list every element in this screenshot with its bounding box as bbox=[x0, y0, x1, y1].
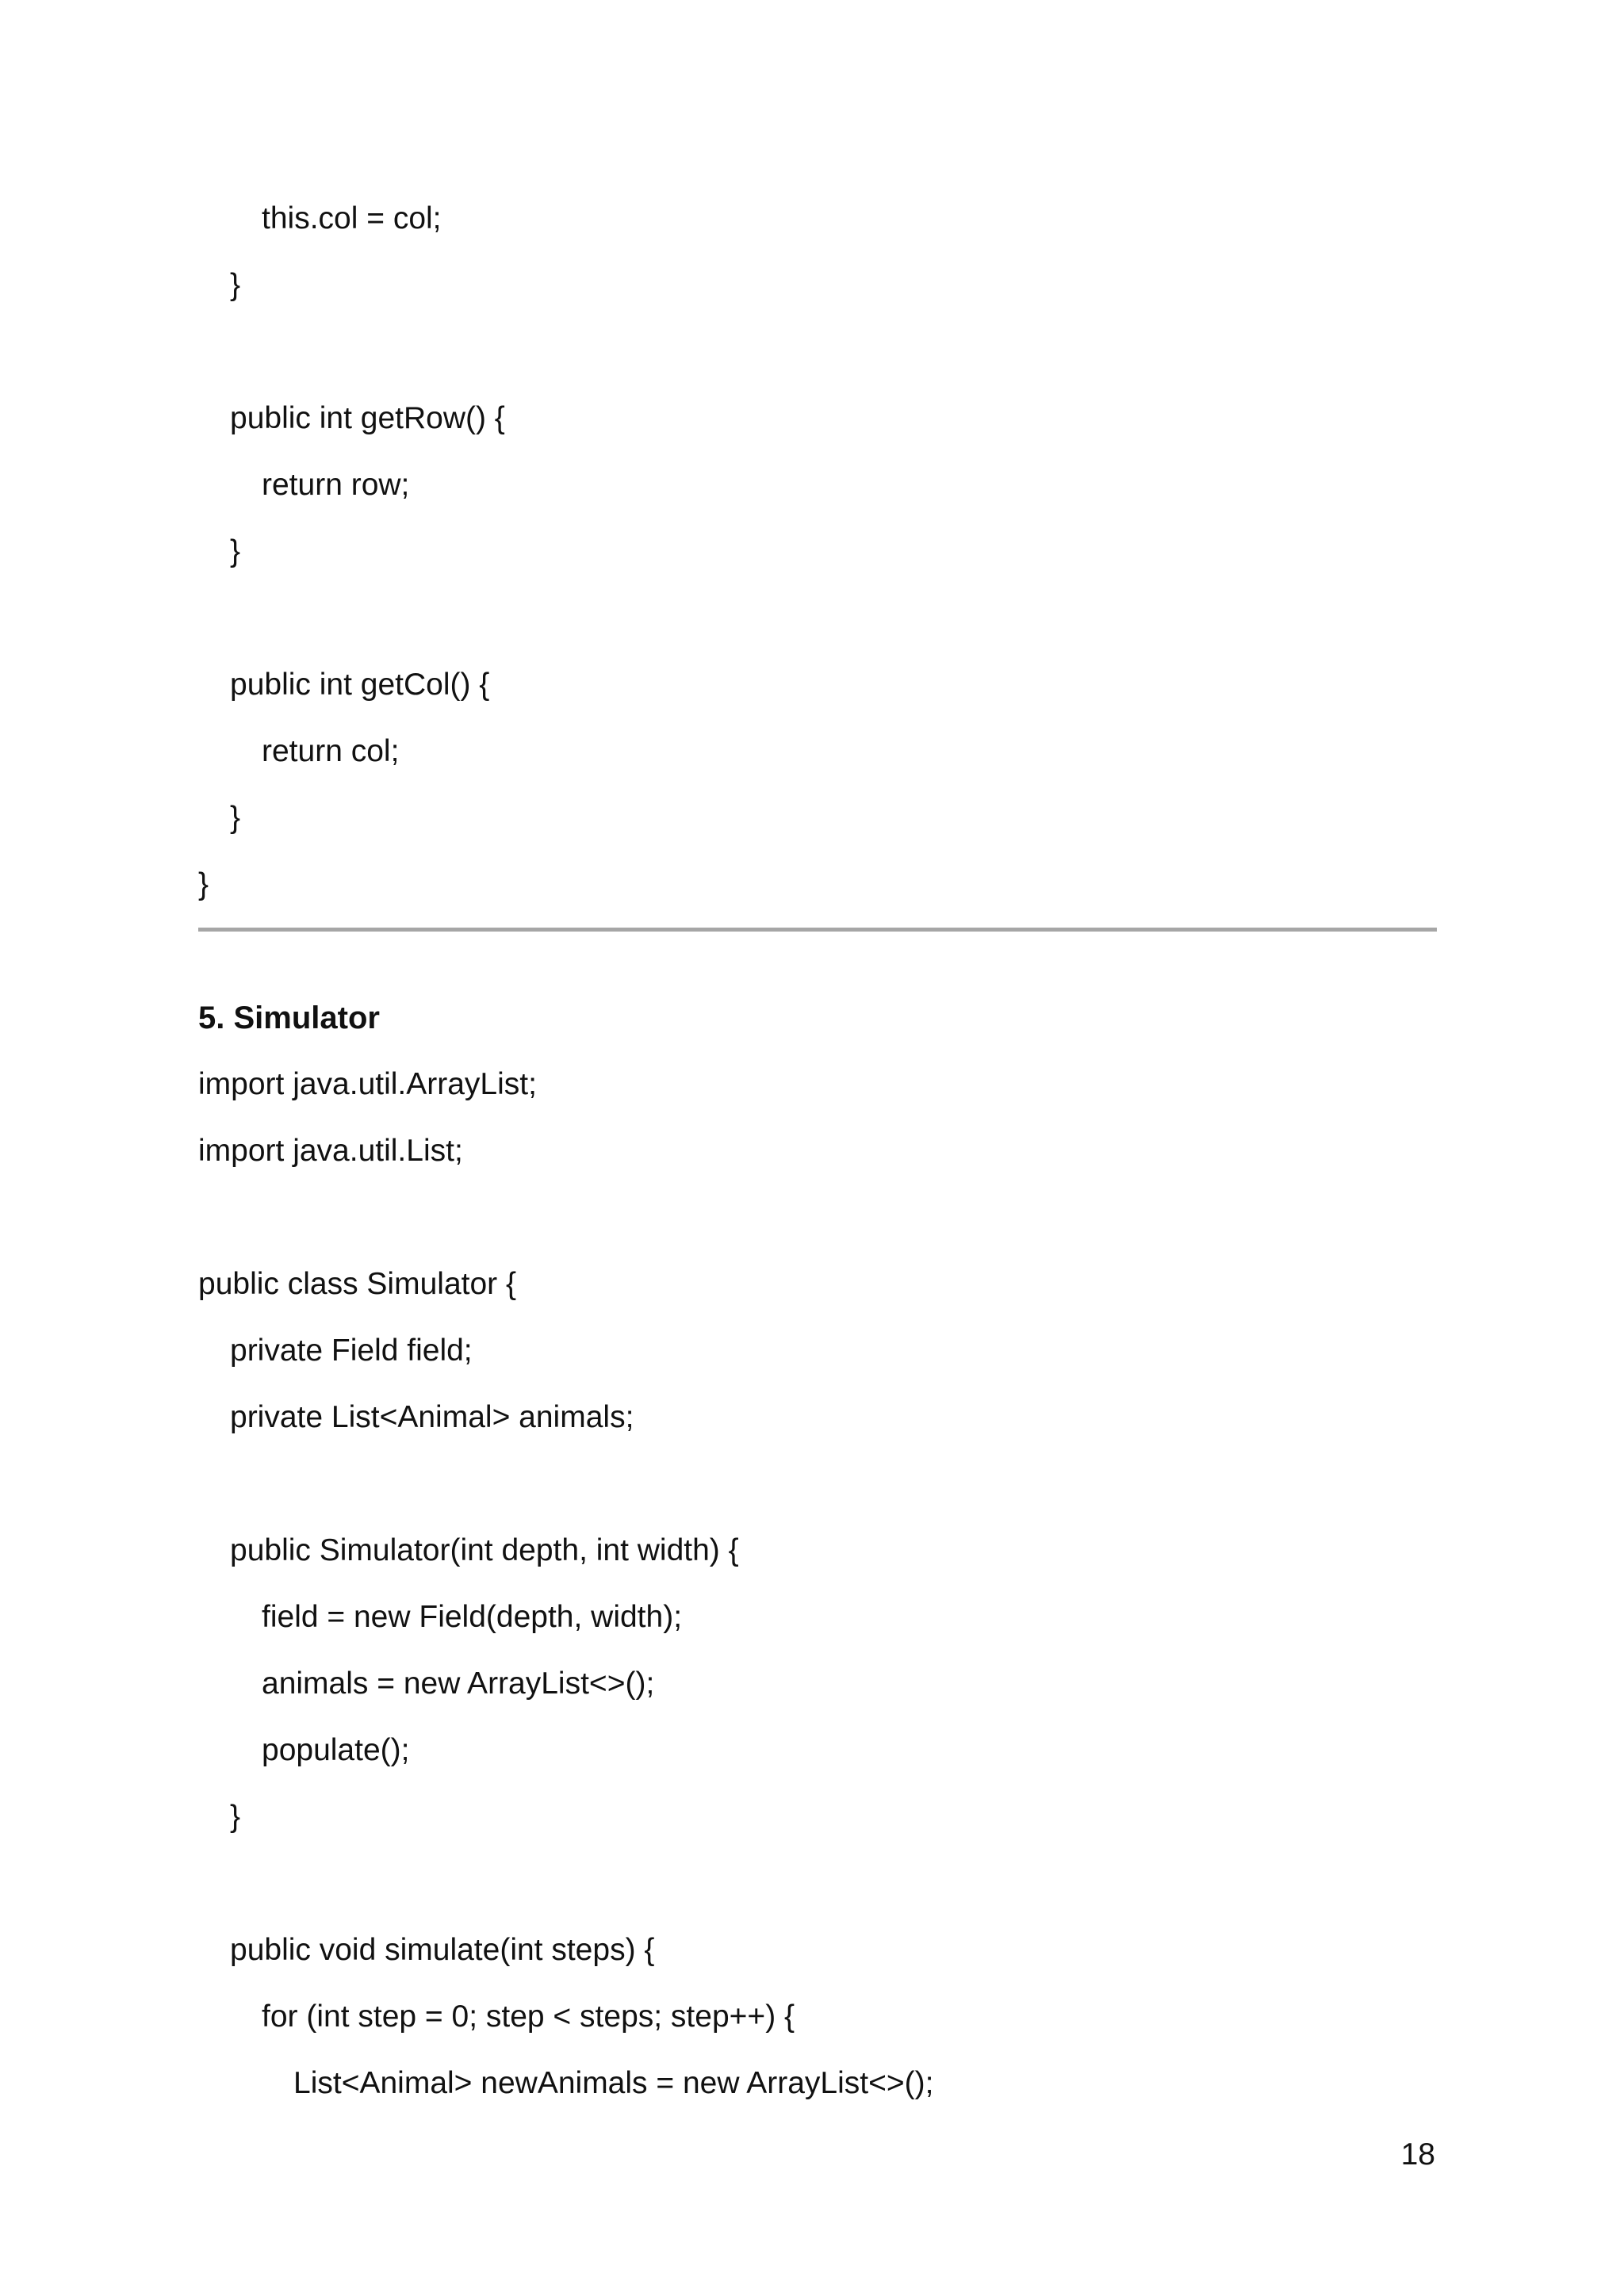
code-line bbox=[198, 585, 1435, 652]
code-line: field = new Field(depth, width); bbox=[262, 1600, 683, 1634]
code-line: public int getRow() { bbox=[230, 401, 505, 435]
code-line: populate(); bbox=[262, 1733, 410, 1767]
code-block-position-class-end bbox=[198, 186, 1435, 918]
code-line: import java.util.ArrayList; bbox=[198, 1067, 537, 1101]
code-line: for (int step = 0; step < steps; step++) { bbox=[262, 1999, 795, 2034]
code-line bbox=[198, 319, 1435, 385]
code-line: public Simulator(int depth, int width) { bbox=[230, 1533, 739, 1567]
code-line: } bbox=[230, 534, 241, 568]
code-line: public void simulate(int steps) { bbox=[230, 1933, 655, 1967]
horizontal-divider bbox=[198, 928, 1437, 932]
code-block-simulator bbox=[198, 1051, 1435, 2117]
code-line: } bbox=[230, 1800, 241, 1834]
code-line bbox=[198, 1850, 1435, 1917]
code-line: private List<Animal> animals; bbox=[230, 1400, 634, 1434]
code-line: } bbox=[230, 268, 241, 302]
code-line: this.col = col; bbox=[262, 201, 442, 235]
code-line: } bbox=[198, 867, 209, 901]
code-line: return row; bbox=[262, 468, 410, 502]
code-line: } bbox=[230, 801, 241, 835]
page-number: 18 bbox=[1400, 2137, 1435, 2172]
code-line: animals = new ArrayList<>(); bbox=[262, 1667, 655, 1701]
code-line bbox=[198, 1451, 1435, 1517]
code-line: return col; bbox=[262, 734, 400, 768]
section-heading: 5. Simulator bbox=[198, 1001, 380, 1035]
code-line: public class Simulator { bbox=[198, 1267, 517, 1301]
code-line: List<Animal> newAnimals = new ArrayList<>(); bbox=[293, 2066, 934, 2100]
code-line bbox=[198, 1184, 1435, 1251]
code-line: private Field field; bbox=[230, 1334, 473, 1368]
code-line: import java.util.List; bbox=[198, 1134, 463, 1168]
code-line: public int getCol() { bbox=[230, 668, 490, 702]
